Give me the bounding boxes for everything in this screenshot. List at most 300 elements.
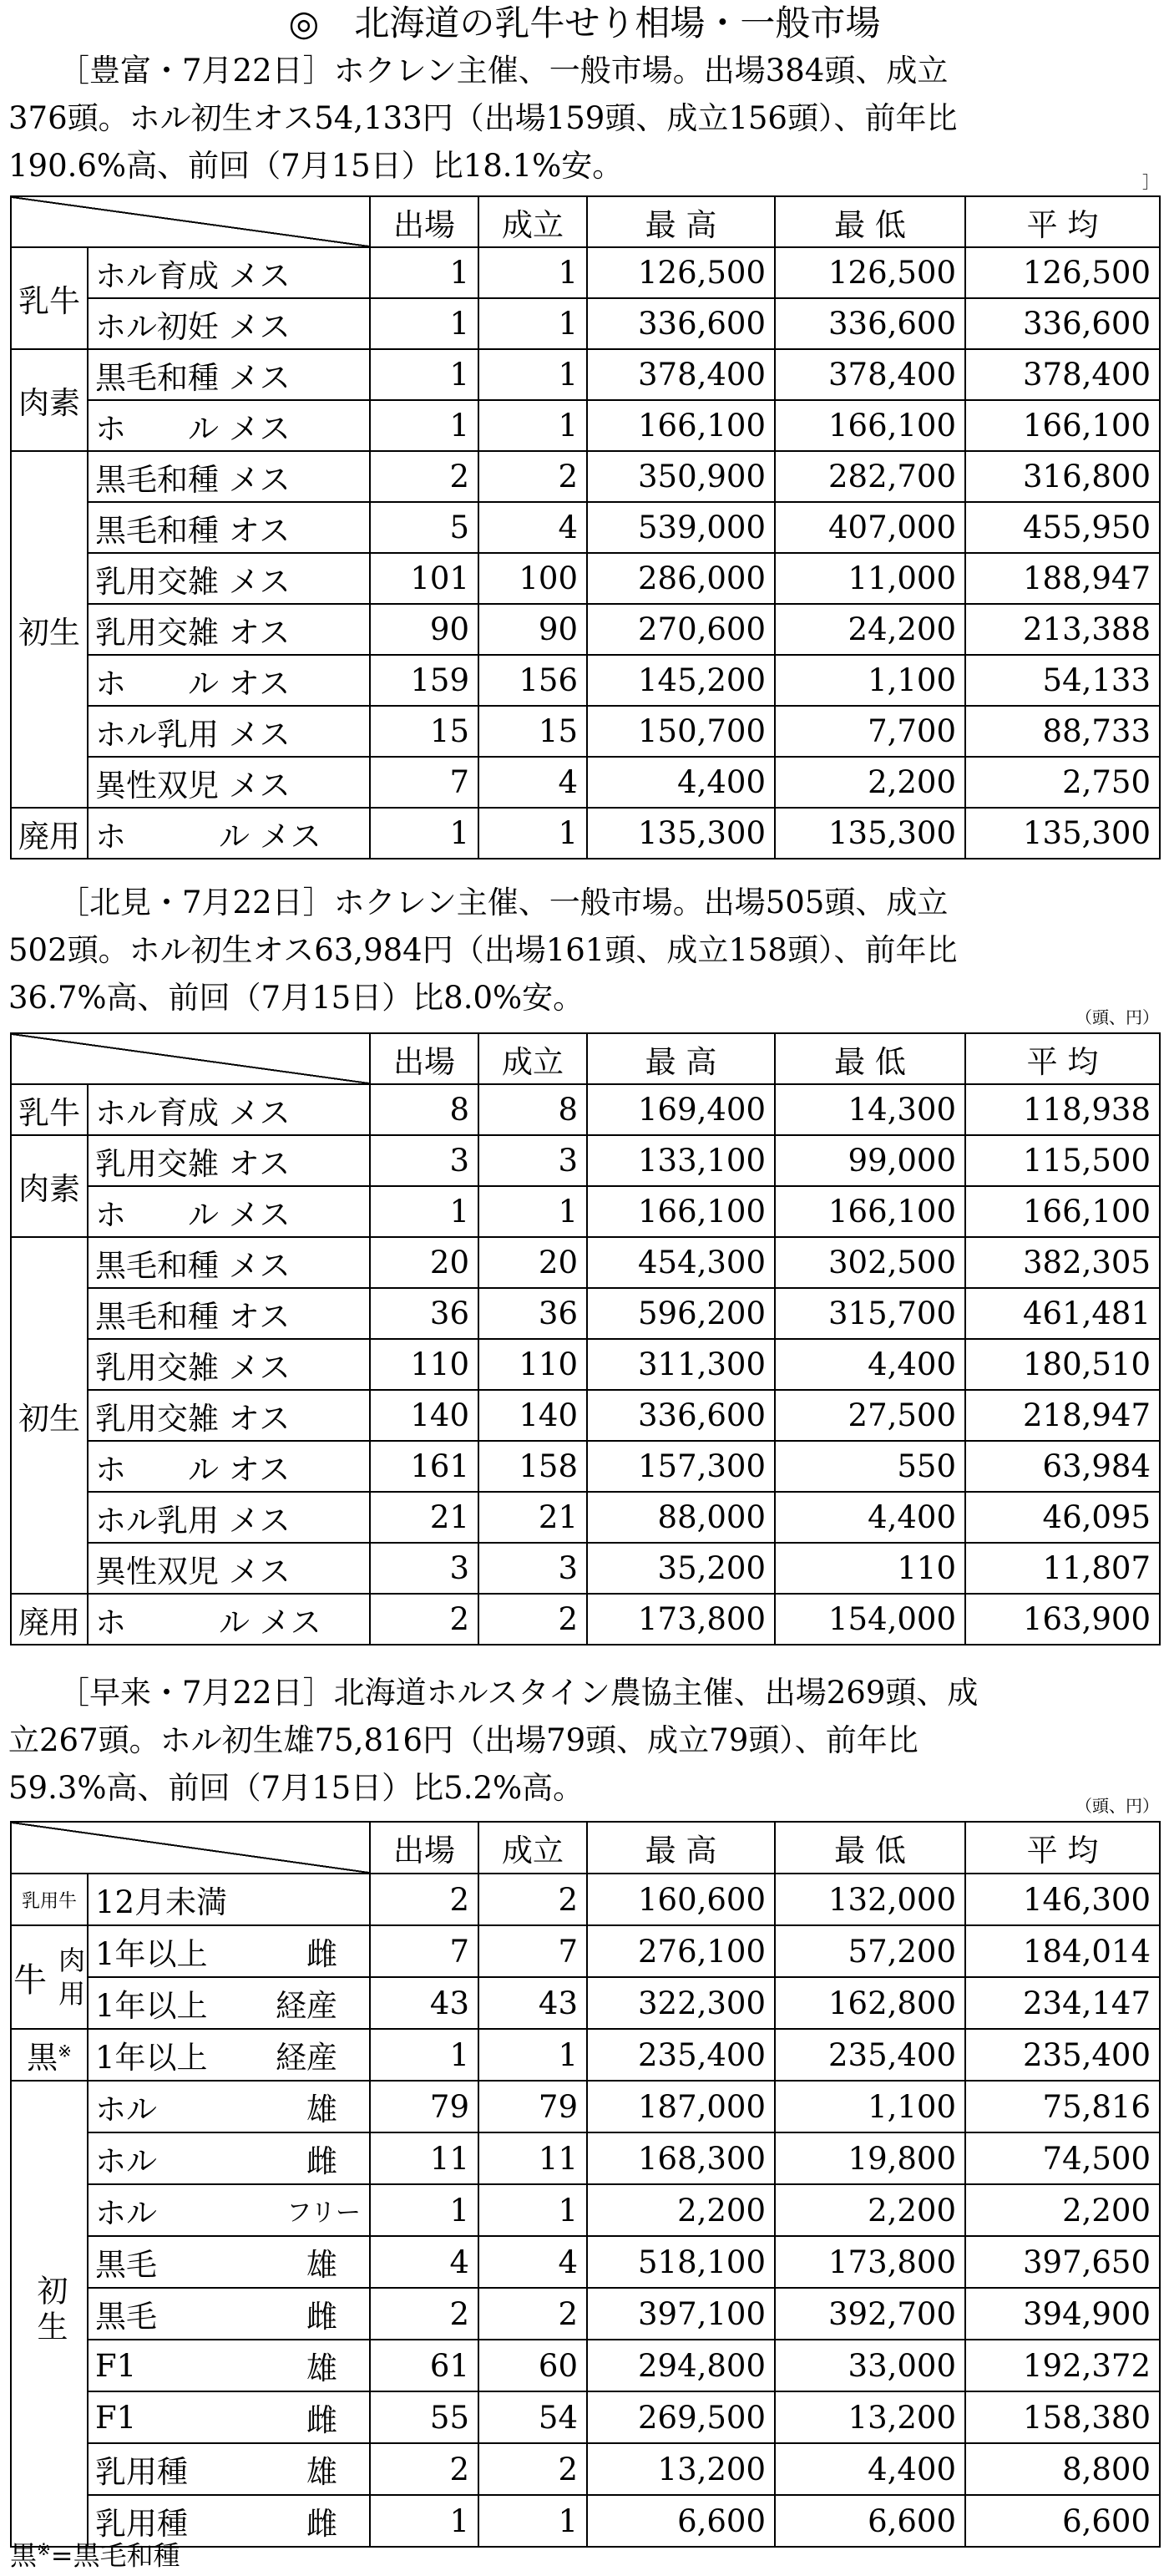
value-cell: 213,388 bbox=[965, 604, 1160, 655]
value-cell: 350,900 bbox=[587, 451, 775, 502]
group-label: 初生 bbox=[11, 1237, 88, 1594]
value-cell: 218,947 bbox=[965, 1390, 1160, 1441]
group-label: 初生 bbox=[11, 451, 88, 808]
value-cell: 11,807 bbox=[965, 1543, 1160, 1594]
value-cell: 2 bbox=[370, 2288, 478, 2340]
value-cell: 20 bbox=[370, 1237, 478, 1288]
value-cell: 79 bbox=[370, 2081, 478, 2132]
value-cell: 5 bbox=[370, 502, 478, 553]
value-cell: 135,300 bbox=[965, 808, 1160, 859]
value-cell: 1,100 bbox=[775, 2081, 965, 2132]
item-desc-wrap bbox=[95, 2395, 361, 2440]
header-cell: 最 高 bbox=[587, 196, 775, 247]
item-desc: 異性双児 メス bbox=[88, 757, 370, 808]
value-cell: 1 bbox=[370, 298, 478, 349]
value-cell: 8 bbox=[478, 1084, 587, 1135]
item-desc: ホ ル メス bbox=[88, 1594, 370, 1645]
value-cell: 7,700 bbox=[775, 706, 965, 757]
value-cell: 11 bbox=[370, 2132, 478, 2184]
item-desc-wrap bbox=[95, 2447, 361, 2492]
value-cell: 1 bbox=[478, 298, 587, 349]
value-cell: 2,200 bbox=[965, 2184, 1160, 2236]
value-cell: 27,500 bbox=[775, 1390, 965, 1441]
table-row bbox=[11, 400, 1160, 451]
value-cell: 13,200 bbox=[775, 2391, 965, 2443]
value-cell: 2,200 bbox=[775, 757, 965, 808]
value-cell: 173,800 bbox=[775, 2236, 965, 2288]
table-row bbox=[11, 706, 1160, 757]
intro-line: 376頭。ホル初生オス54,133円（出場159頭、成立156頭）、前年比 bbox=[8, 100, 958, 136]
table-row bbox=[11, 451, 1160, 502]
item-desc: 乳用交雑 メス bbox=[88, 1339, 370, 1390]
item-sex: 経産 bbox=[276, 1988, 337, 2024]
intro-line: 190.6%高、前回（7月15日）比18.1%安。 bbox=[8, 148, 624, 184]
value-cell: 336,600 bbox=[587, 298, 775, 349]
item-kind: 乳用種 bbox=[95, 2506, 188, 2542]
table-row bbox=[11, 2443, 1160, 2495]
value-cell: 3 bbox=[478, 1135, 587, 1186]
table-row bbox=[11, 298, 1160, 349]
table-row bbox=[11, 553, 1160, 604]
value-cell: 4 bbox=[478, 502, 587, 553]
value-cell: 1 bbox=[478, 2184, 587, 2236]
item-desc-wrap bbox=[95, 1980, 361, 2026]
value-cell: 4 bbox=[478, 2236, 587, 2288]
item-sex: 雄 bbox=[306, 2092, 337, 2127]
group-label-text: 初生 bbox=[32, 2274, 68, 2346]
value-cell: 7 bbox=[370, 757, 478, 808]
value-cell: 150,700 bbox=[587, 706, 775, 757]
unit-note: （頭、円） bbox=[1075, 1007, 1159, 1027]
value-cell: 110 bbox=[478, 1339, 587, 1390]
header-cell: 最 低 bbox=[775, 1822, 965, 1874]
item-desc bbox=[88, 1977, 370, 2029]
value-cell: 302,500 bbox=[775, 1237, 965, 1288]
item-kind: ホル bbox=[95, 2143, 157, 2179]
item-desc: 黒毛和種 オス bbox=[88, 1288, 370, 1339]
table-row bbox=[11, 808, 1160, 859]
header-cell: 最 高 bbox=[587, 1033, 775, 1084]
value-cell: 11 bbox=[478, 2132, 587, 2184]
value-cell: 60 bbox=[478, 2340, 587, 2391]
item-desc bbox=[88, 2029, 370, 2081]
item-sex: 雄 bbox=[306, 2350, 337, 2386]
value-cell: 2 bbox=[370, 1874, 478, 1925]
value-cell: 88,733 bbox=[965, 706, 1160, 757]
value-cell: 140 bbox=[478, 1390, 587, 1441]
table-row bbox=[11, 2029, 1160, 2081]
value-cell: 90 bbox=[370, 604, 478, 655]
value-cell: 4,400 bbox=[775, 1339, 965, 1390]
header-cell: 出場 bbox=[370, 1822, 478, 1874]
market-table-toyotomi bbox=[10, 195, 1161, 860]
item-desc: ホル乳用 メス bbox=[88, 706, 370, 757]
item-sex: 雌 bbox=[306, 2506, 337, 2542]
value-cell: 166,100 bbox=[587, 1186, 775, 1237]
table-row bbox=[11, 2288, 1160, 2340]
value-cell: 126,500 bbox=[965, 247, 1160, 298]
value-cell: 118,938 bbox=[965, 1084, 1160, 1135]
value-cell: 101 bbox=[370, 553, 478, 604]
footnote-mark: ※ bbox=[37, 2539, 51, 2559]
value-cell: 158,380 bbox=[965, 2391, 1160, 2443]
item-sex: 雄 bbox=[306, 2247, 337, 2283]
group-label: 廃用 bbox=[11, 808, 88, 859]
value-cell: 2,200 bbox=[775, 2184, 965, 2236]
value-cell: 2,200 bbox=[587, 2184, 775, 2236]
value-cell: 518,100 bbox=[587, 2236, 775, 2288]
item-desc-wrap bbox=[95, 1929, 361, 1974]
section-kitami-intro bbox=[8, 879, 1161, 1022]
value-cell: 1,100 bbox=[775, 655, 965, 706]
value-cell: 1 bbox=[370, 808, 478, 859]
value-cell: 1 bbox=[370, 349, 478, 400]
value-cell: 14,300 bbox=[775, 1084, 965, 1135]
item-kind: F1 bbox=[95, 2399, 137, 2436]
table-row bbox=[11, 1186, 1160, 1237]
value-cell: 4,400 bbox=[775, 1492, 965, 1543]
intro-line: ［北見・7月22日］ホクレン主催、一般市場。出場505頭、成立 bbox=[58, 885, 949, 920]
value-cell: 7 bbox=[478, 1925, 587, 1977]
item-desc bbox=[88, 2184, 370, 2236]
value-cell: 146,300 bbox=[965, 1874, 1160, 1925]
value-cell: 19,800 bbox=[775, 2132, 965, 2184]
table-row bbox=[11, 2184, 1160, 2236]
value-cell: 1 bbox=[370, 2495, 478, 2547]
value-cell: 173,800 bbox=[587, 1594, 775, 1645]
group-label: 肉素 bbox=[11, 1135, 88, 1237]
value-cell: 180,510 bbox=[965, 1339, 1160, 1390]
value-cell: 3 bbox=[478, 1543, 587, 1594]
table-row bbox=[11, 2236, 1160, 2288]
value-cell: 1 bbox=[478, 349, 587, 400]
value-cell: 8,800 bbox=[965, 2443, 1160, 2495]
table-row bbox=[11, 1390, 1160, 1441]
footnote-main: 黒 bbox=[10, 2539, 38, 2572]
table-row bbox=[11, 655, 1160, 706]
header-cell: 最 高 bbox=[587, 1822, 775, 1874]
value-cell: 162,800 bbox=[775, 1977, 965, 2029]
value-cell: 132,000 bbox=[775, 1874, 965, 1925]
item-desc-wrap bbox=[95, 2291, 361, 2336]
value-cell: 2 bbox=[478, 1594, 587, 1645]
group-label: 乳牛 bbox=[11, 1084, 88, 1135]
item-desc-wrap bbox=[95, 2239, 361, 2284]
value-cell: 539,000 bbox=[587, 502, 775, 553]
value-cell: 15 bbox=[370, 706, 478, 757]
item-desc: 黒毛和種 メス bbox=[88, 1237, 370, 1288]
value-cell: 286,000 bbox=[587, 553, 775, 604]
value-cell: 21 bbox=[370, 1492, 478, 1543]
table-header-row bbox=[11, 196, 1160, 247]
item-desc bbox=[88, 2340, 370, 2391]
value-cell: 1 bbox=[478, 2495, 587, 2547]
item-desc bbox=[88, 2132, 370, 2184]
value-cell: 74,500 bbox=[965, 2132, 1160, 2184]
item-desc bbox=[88, 2081, 370, 2132]
item-desc bbox=[88, 1874, 370, 1925]
table-row bbox=[11, 1084, 1160, 1135]
table-row bbox=[11, 1288, 1160, 1339]
value-cell: 157,300 bbox=[587, 1441, 775, 1492]
intro-line: 59.3%高、前回（7月15日）比5.2%高。 bbox=[8, 1770, 584, 1806]
table-row bbox=[11, 1543, 1160, 1594]
table-header-row bbox=[11, 1822, 1160, 1874]
value-cell: 8 bbox=[370, 1084, 478, 1135]
item-kind: ホル bbox=[95, 2195, 157, 2231]
table-row bbox=[11, 1339, 1160, 1390]
table-row bbox=[11, 2495, 1160, 2547]
value-cell: 54,133 bbox=[965, 655, 1160, 706]
value-cell: 4 bbox=[370, 2236, 478, 2288]
value-cell: 1 bbox=[370, 1186, 478, 1237]
value-cell: 1 bbox=[370, 2184, 478, 2236]
unit-note: （頭、円） bbox=[1075, 1796, 1159, 1816]
item-desc: ホ ル オス bbox=[88, 655, 370, 706]
group-label-text: 牛 bbox=[13, 1960, 47, 2000]
table-row bbox=[11, 1925, 1160, 1977]
item-sex: 雌 bbox=[306, 1936, 337, 1972]
item-desc: ホル乳用 メス bbox=[88, 1492, 370, 1543]
table-row bbox=[11, 1977, 1160, 2029]
footnote-text: =黒毛和種 bbox=[50, 2539, 180, 2572]
item-sex: 雄 bbox=[306, 2454, 337, 2490]
value-cell: 133,100 bbox=[587, 1135, 775, 1186]
item-desc: ホ ル メス bbox=[88, 808, 370, 859]
value-cell: 1 bbox=[478, 1186, 587, 1237]
header-cell: 成立 bbox=[478, 1822, 587, 1874]
value-cell: 2 bbox=[478, 1874, 587, 1925]
value-cell: 394,900 bbox=[965, 2288, 1160, 2340]
value-cell: 294,800 bbox=[587, 2340, 775, 2391]
item-desc bbox=[88, 2443, 370, 2495]
value-cell: 184,014 bbox=[965, 1925, 1160, 1977]
value-cell: 90 bbox=[478, 604, 587, 655]
item-desc: 乳用交雑 オス bbox=[88, 1390, 370, 1441]
value-cell: 1 bbox=[478, 247, 587, 298]
value-cell: 336,600 bbox=[587, 1390, 775, 1441]
value-cell: 336,600 bbox=[965, 298, 1160, 349]
value-cell: 3 bbox=[370, 1135, 478, 1186]
header-cell: 平 均 bbox=[965, 196, 1160, 247]
value-cell: 454,300 bbox=[587, 1237, 775, 1288]
table-row bbox=[11, 502, 1160, 553]
value-cell: 158 bbox=[478, 1441, 587, 1492]
value-cell: 36 bbox=[478, 1288, 587, 1339]
value-cell: 270,600 bbox=[587, 604, 775, 655]
page-title: ◎ 北海道の乳牛せり相場・一般市場 bbox=[288, 3, 881, 43]
item-kind: 1年以上 bbox=[95, 1988, 208, 2024]
item-kind: 1年以上 bbox=[95, 2040, 208, 2076]
value-cell: 75,816 bbox=[965, 2081, 1160, 2132]
item-kind: ホル bbox=[95, 2092, 157, 2127]
group-label-mark: ※ bbox=[58, 2041, 72, 2061]
value-cell: 46,095 bbox=[965, 1492, 1160, 1543]
value-cell: 1 bbox=[478, 2029, 587, 2081]
value-cell: 2 bbox=[370, 2443, 478, 2495]
market-table-kitami bbox=[10, 1032, 1161, 1645]
value-cell: 161 bbox=[370, 1441, 478, 1492]
item-desc: ホル育成 メス bbox=[88, 247, 370, 298]
value-cell: 61 bbox=[370, 2340, 478, 2391]
value-cell: 57,200 bbox=[775, 1925, 965, 1977]
table-row bbox=[11, 1594, 1160, 1645]
value-cell: 55 bbox=[370, 2391, 478, 2443]
value-cell: 336,600 bbox=[775, 298, 965, 349]
value-cell: 115,500 bbox=[965, 1135, 1160, 1186]
intro-line: 立267頭。ホル初生雄75,816円（出場79頭、成立79頭）、前年比 bbox=[8, 1722, 918, 1758]
intro-line: ［早来・7月22日］北海道ホルスタイン農協主催、出場269頭、成 bbox=[58, 1675, 979, 1711]
item-kind: 黒毛 bbox=[95, 2247, 157, 2283]
value-cell: 2 bbox=[370, 1594, 478, 1645]
value-cell: 276,100 bbox=[587, 1925, 775, 1977]
value-cell: 378,400 bbox=[775, 349, 965, 400]
item-desc: ホ ル メス bbox=[88, 400, 370, 451]
value-cell: 282,700 bbox=[775, 451, 965, 502]
item-desc bbox=[88, 1925, 370, 1977]
value-cell: 15 bbox=[478, 706, 587, 757]
section-toyotomi-intro bbox=[8, 47, 1161, 190]
table-row bbox=[11, 2391, 1160, 2443]
value-cell: 1 bbox=[478, 400, 587, 451]
value-cell: 461,481 bbox=[965, 1288, 1160, 1339]
group-label: 廃用 bbox=[11, 1594, 88, 1645]
item-sex: 雌 bbox=[306, 2299, 337, 2335]
value-cell: 1 bbox=[370, 400, 478, 451]
value-cell: 99,000 bbox=[775, 1135, 965, 1186]
item-desc-wrap bbox=[95, 2188, 361, 2233]
group-label-text: 黒 bbox=[27, 2040, 58, 2076]
value-cell: 269,500 bbox=[587, 2391, 775, 2443]
value-cell: 6,600 bbox=[965, 2495, 1160, 2547]
header-corner-cell bbox=[11, 1033, 370, 1084]
header-corner-cell bbox=[11, 196, 370, 247]
value-cell: 110 bbox=[370, 1339, 478, 1390]
value-cell: 235,400 bbox=[587, 2029, 775, 2081]
value-cell: 235,400 bbox=[775, 2029, 965, 2081]
item-desc: ホ ル オス bbox=[88, 1441, 370, 1492]
value-cell: 135,300 bbox=[587, 808, 775, 859]
item-sex: 雌 bbox=[306, 2402, 337, 2438]
value-cell: 192,372 bbox=[965, 2340, 1160, 2391]
value-cell: 6,600 bbox=[775, 2495, 965, 2547]
intro-line: ［豊富・7月22日］ホクレン主催、一般市場。出場384頭、成立 bbox=[58, 53, 949, 89]
value-cell: 160,600 bbox=[587, 1874, 775, 1925]
item-desc: 異性双児 メス bbox=[88, 1543, 370, 1594]
value-cell: 43 bbox=[370, 1977, 478, 2029]
value-cell: 4 bbox=[478, 757, 587, 808]
intro-line: 502頭。ホル初生オス63,984円（出場161頭、成立158頭）、前年比 bbox=[8, 932, 958, 968]
value-cell: 234,147 bbox=[965, 1977, 1160, 2029]
table-row bbox=[11, 2132, 1160, 2184]
value-cell: 311,300 bbox=[587, 1339, 775, 1390]
unit-note: ］ bbox=[1142, 172, 1159, 192]
value-cell: 392,700 bbox=[775, 2288, 965, 2340]
value-cell: 187,000 bbox=[587, 2081, 775, 2132]
value-cell: 315,700 bbox=[775, 1288, 965, 1339]
market-table-hayakita bbox=[10, 1821, 1161, 2548]
value-cell: 382,305 bbox=[965, 1237, 1160, 1288]
value-cell: 36 bbox=[370, 1288, 478, 1339]
item-kind: F1 bbox=[95, 2347, 137, 2384]
group-label bbox=[11, 2081, 88, 2547]
value-cell: 154,000 bbox=[775, 1594, 965, 1645]
item-desc: 乳用交雑 メス bbox=[88, 553, 370, 604]
value-cell: 2,750 bbox=[965, 757, 1160, 808]
item-desc bbox=[88, 2288, 370, 2340]
value-cell: 126,500 bbox=[775, 247, 965, 298]
item-desc: 黒毛和種 オス bbox=[88, 502, 370, 553]
section-hayakita-intro bbox=[8, 1669, 1161, 1812]
item-sex: フリー bbox=[286, 2198, 361, 2228]
value-cell: 1 bbox=[370, 2029, 478, 2081]
item-desc bbox=[88, 2391, 370, 2443]
value-cell: 156 bbox=[478, 655, 587, 706]
intro-line: 36.7%高、前回（7月15日）比8.0%安。 bbox=[8, 980, 584, 1016]
value-cell: 159 bbox=[370, 655, 478, 706]
group-label: 肉素 bbox=[11, 349, 88, 451]
value-cell: 79 bbox=[478, 2081, 587, 2132]
value-cell: 397,100 bbox=[587, 2288, 775, 2340]
value-cell: 4,400 bbox=[587, 757, 775, 808]
item-kind: 乳用種 bbox=[95, 2454, 188, 2490]
header-cell: 最 低 bbox=[775, 196, 965, 247]
header-cell: 平 均 bbox=[965, 1822, 1160, 1874]
item-desc: ホ ル メス bbox=[88, 1186, 370, 1237]
item-desc-wrap bbox=[95, 1877, 361, 1922]
value-cell: 322,300 bbox=[587, 1977, 775, 2029]
value-cell: 13,200 bbox=[587, 2443, 775, 2495]
group-label-stack bbox=[58, 1944, 85, 2011]
table-row bbox=[11, 349, 1160, 400]
value-cell: 2 bbox=[478, 451, 587, 502]
value-cell: 24,200 bbox=[775, 604, 965, 655]
item-desc: 黒毛和種 メス bbox=[88, 451, 370, 502]
group-label-text: 肉 bbox=[58, 1945, 85, 1976]
header-cell: 出場 bbox=[370, 1033, 478, 1084]
header-cell: 最 低 bbox=[775, 1033, 965, 1084]
table-row bbox=[11, 2340, 1160, 2391]
value-cell: 33,000 bbox=[775, 2340, 965, 2391]
value-cell: 407,000 bbox=[775, 502, 965, 553]
value-cell: 135,300 bbox=[775, 808, 965, 859]
item-desc-wrap bbox=[95, 2136, 361, 2181]
value-cell: 140 bbox=[370, 1390, 478, 1441]
value-cell: 6,600 bbox=[587, 2495, 775, 2547]
item-desc: 乳用交雑 オス bbox=[88, 1135, 370, 1186]
value-cell: 54 bbox=[478, 2391, 587, 2443]
table-row bbox=[11, 1135, 1160, 1186]
value-cell: 378,400 bbox=[587, 349, 775, 400]
value-cell: 100 bbox=[478, 553, 587, 604]
value-cell: 2 bbox=[370, 451, 478, 502]
table-row bbox=[11, 1874, 1160, 1925]
value-cell: 166,100 bbox=[775, 400, 965, 451]
group-label bbox=[11, 1874, 88, 1925]
item-desc-wrap bbox=[95, 2032, 361, 2077]
value-cell: 20 bbox=[478, 1237, 587, 1288]
table-row bbox=[11, 1237, 1160, 1288]
header-cell: 成立 bbox=[478, 1033, 587, 1084]
value-cell: 21 bbox=[478, 1492, 587, 1543]
table-row bbox=[11, 604, 1160, 655]
value-cell: 166,100 bbox=[775, 1186, 965, 1237]
table-row bbox=[11, 757, 1160, 808]
table-row bbox=[11, 247, 1160, 298]
value-cell: 63,984 bbox=[965, 1441, 1160, 1492]
value-cell: 35,200 bbox=[587, 1543, 775, 1594]
group-label-text: 用 bbox=[58, 1978, 85, 2010]
